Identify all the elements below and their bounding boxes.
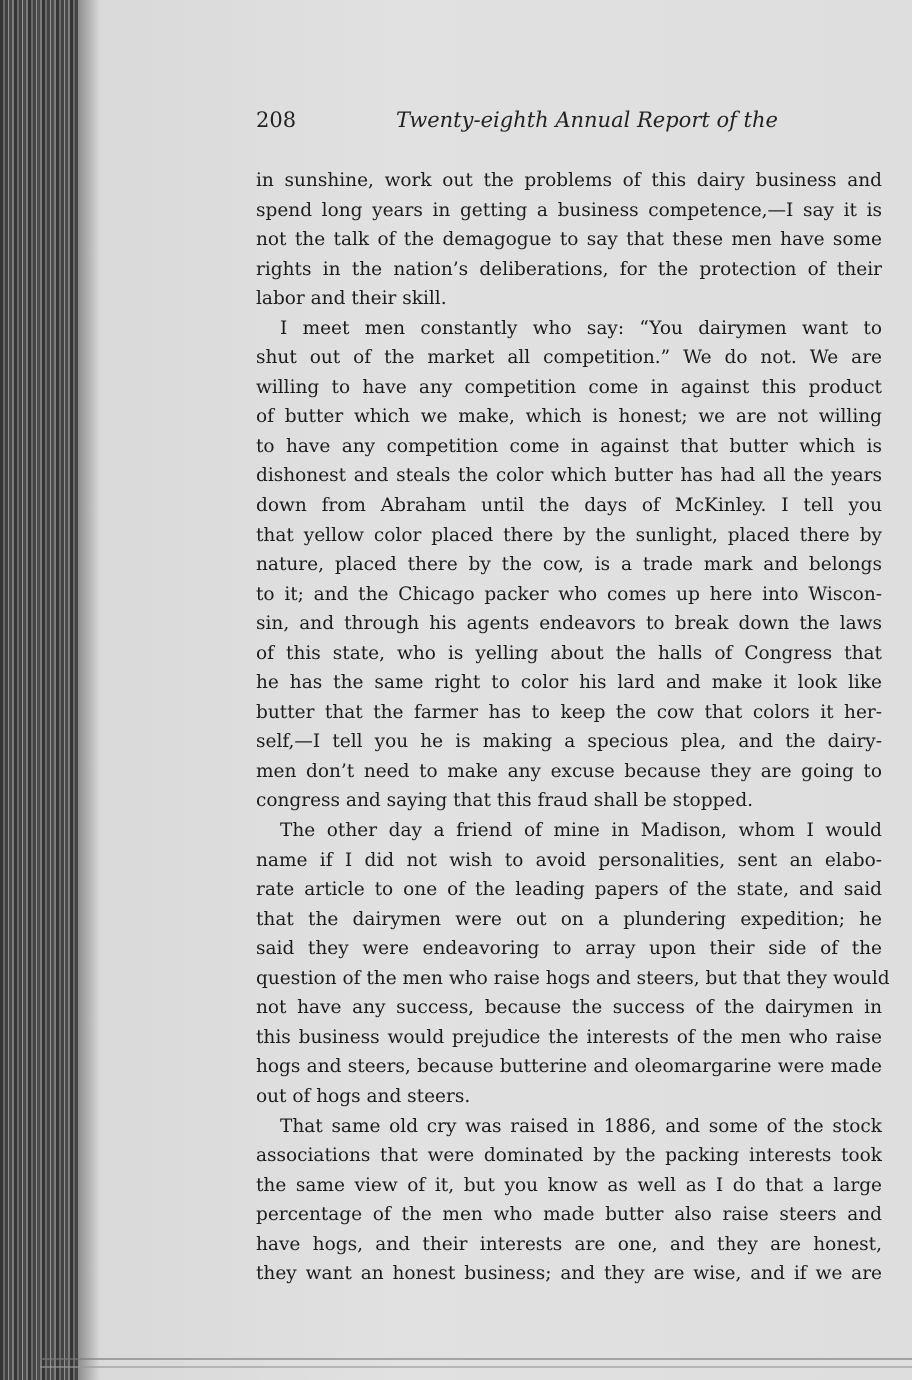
text-line: that the dairymen were out on a plundering expedition; he <box>256 908 882 930</box>
text-line: of this state, who is yelling about the halls of Congress that <box>256 642 882 664</box>
text-line: hogs and steers, because butterine and oleomargarine were made <box>256 1056 882 1078</box>
text-line: willing to have any competition come in against this product <box>256 376 882 398</box>
text-line: dishonest and steals the color which butter has had all the years <box>256 465 882 487</box>
text-line: that yellow color placed there by the sunlight, placed there by <box>256 524 882 546</box>
text-line: associations that were dominated by the packing interests took <box>256 1145 882 1167</box>
text-line: labor and their skill. <box>256 288 447 310</box>
text-line: he has the same right to color his lard and make it look like <box>256 672 882 694</box>
text-line: to have any competition come in against that butter which is <box>256 435 882 457</box>
page-header <box>256 108 856 142</box>
book-spine <box>0 0 78 1380</box>
page-number: 208 <box>256 108 297 132</box>
text-line: not have any success, because the success of the dairymen in <box>256 997 882 1019</box>
text-line: rights in the nation’s deliberations, for the protection of their <box>256 258 882 280</box>
text-line: That same old cry was raised in 1886, and some of the stock <box>280 1115 882 1137</box>
text-line: I meet men constantly who say: “You dairymen want to <box>280 317 882 339</box>
text-line: this business would prejudice the interests of the men who raise <box>256 1026 882 1048</box>
text-line: self,—I tell you he is making a specious plea, and the dairy- <box>256 731 882 753</box>
running-head: Twenty-eighth Annual Report of the <box>396 108 778 132</box>
text-line: rate article to one of the leading papers of the state, and said <box>256 879 882 901</box>
text-line: spend long years in getting a business competence,—I say it is <box>256 199 882 221</box>
text-line: down from Abraham until the days of McKinley. I tell you <box>256 495 882 517</box>
text-line: the same view of it, but you know as well as I do that a large <box>256 1174 882 1196</box>
text-line: said they were endeavoring to array upon their side of the <box>256 938 882 960</box>
text-line: in sunshine, work out the problems of this dairy business and <box>256 170 882 191</box>
text-line: out of hogs and steers. <box>256 1085 471 1107</box>
page-bottom-edge <box>40 1358 912 1368</box>
text-line: nature, placed there by the cow, is a trade mark and belongs <box>256 554 882 576</box>
text-line: not the talk of the demagogue to say that these men have some <box>256 229 882 251</box>
text-line: name if I did not wish to avoid personalities, sent an elabo- <box>256 849 882 871</box>
paragraph <box>256 816 890 1111</box>
text-line: they want an honest business; and they are wise, and if we are <box>256 1263 882 1285</box>
text-line: to it; and the Chicago packer who comes up here into Wiscon- <box>256 583 882 605</box>
text-line: sin, and through his agents endeavors to break down the laws <box>256 613 882 635</box>
text-line: percentage of the men who made butter also raise steers and <box>256 1204 882 1226</box>
text-line: question of the men who raise hogs and steers, but that they would <box>256 967 890 989</box>
text-line: have hogs, and their interests are one, and they are honest, <box>256 1233 882 1255</box>
body-text <box>256 166 890 1289</box>
text-line: congress and saying that this fraud shall be stopped. <box>256 790 754 812</box>
paragraph <box>256 314 882 816</box>
text-line: butter that the farmer has to keep the cow that colors it her- <box>256 701 882 723</box>
text-line: of butter which we make, which is honest; we are not willing <box>256 406 882 428</box>
text-line: shut out of the market all competition.” We do not. We are <box>256 347 882 369</box>
text-line: men don’t need to make any excuse because they are going to <box>256 760 882 782</box>
paragraph <box>256 166 882 314</box>
paragraph <box>256 1112 882 1289</box>
text-line: The other day a friend of mine in Madison, whom I would <box>280 820 882 842</box>
